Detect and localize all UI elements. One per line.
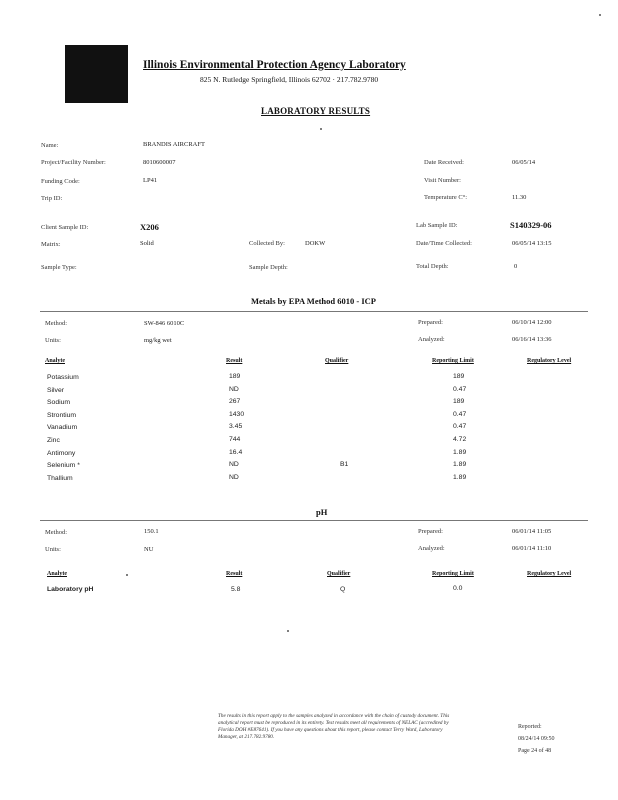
- analyte-name: Potassium: [47, 374, 79, 381]
- project-value: 8010600007: [143, 159, 176, 166]
- analyte-result: 744: [229, 436, 241, 443]
- metals-prepared-value: 06/10/14 12:00: [512, 319, 552, 326]
- analyte-name: Laboratory pH: [47, 586, 94, 593]
- metals-method-label: Method:: [45, 320, 68, 327]
- date-received-value: 06/05/14: [512, 159, 536, 166]
- analyte-limit: 189: [453, 373, 465, 380]
- page-number: Page 24 of 48: [518, 748, 552, 754]
- analyte-limit: 4.72: [453, 436, 467, 443]
- metals-col-result: Result: [226, 358, 243, 364]
- ph-col-result: Result: [226, 571, 243, 577]
- ph-col-regulatory-level: Regulatory Level: [527, 571, 572, 577]
- ph-title: pH: [316, 507, 328, 517]
- metals-col-reporting-limit: Reporting Limit: [432, 358, 474, 364]
- analyte-name: Vanadium: [47, 424, 78, 431]
- analyte-qualifier: B1: [340, 461, 349, 468]
- analyte-result: ND: [229, 474, 239, 481]
- lab-sample-value: S140329-06: [510, 220, 552, 230]
- sample-depth-label: Sample Depth:: [249, 264, 288, 271]
- metals-units-value: mg/kg wet: [144, 337, 172, 344]
- matrix-value: Solid: [140, 240, 154, 247]
- agency-logo: [65, 45, 128, 103]
- analyte-limit: 1.89: [453, 461, 467, 468]
- metals-prepared-label: Prepared:: [418, 319, 443, 326]
- organization-name: Illinois Environmental Protection Agency Laboratory: [143, 59, 406, 71]
- analyte-result: 5.8: [231, 586, 241, 593]
- ph-prepared-label: Prepared:: [418, 528, 443, 535]
- analyte-qualifier: Q: [340, 586, 346, 593]
- analyte-limit: 0.47: [453, 411, 467, 418]
- metals-col-regulatory-level: Regulatory Level: [527, 358, 572, 364]
- client-sample-label: Client Sample ID:: [41, 224, 89, 231]
- document-title: LABORATORY RESULTS: [261, 106, 371, 116]
- ph-method-value: 150.1: [144, 528, 159, 535]
- analyte-name: Sodium: [47, 399, 71, 406]
- collected-by-label: Collected By:: [249, 240, 285, 247]
- analyte-name: Zinc: [47, 437, 60, 444]
- analyte-name: Antimony: [47, 450, 76, 457]
- reported-label: Reported:: [518, 724, 542, 730]
- trip-id-label: Trip ID:: [41, 195, 63, 202]
- ph-analyzed-label: Analyzed:: [418, 545, 445, 552]
- analyte-name: Thallium: [47, 475, 73, 482]
- metals-divider: [40, 311, 588, 312]
- ph-col-reporting-limit: Reporting Limit: [432, 571, 474, 577]
- sample-type-label: Sample Type:: [41, 264, 77, 271]
- collected-date-label: Date/Time Collected:: [416, 240, 472, 247]
- analyte-limit: 0.47: [453, 386, 467, 393]
- scan-speck: [599, 14, 601, 16]
- analyte-limit: 1.89: [453, 449, 467, 456]
- analyte-name: Silver: [47, 387, 64, 394]
- name-value: BRANDIS AIRCRAFT: [143, 141, 205, 148]
- ph-method-label: Method:: [45, 529, 68, 536]
- ph-analyzed-value: 06/01/14 11:10: [512, 545, 552, 552]
- analyte-result: 16.4: [229, 449, 243, 456]
- lab-sample-label: Lab Sample ID:: [416, 222, 458, 229]
- analyte-limit: 0.0: [453, 585, 463, 592]
- ph-col-analyte: Analyte: [47, 571, 67, 577]
- ph-units-value: NU: [144, 546, 154, 553]
- reported-date: 08/24/14 09:50: [518, 736, 555, 742]
- project-label: Project/Facility Number:: [41, 159, 106, 166]
- analyte-name: Strontium: [47, 412, 77, 419]
- ph-prepared-value: 06/01/14 11:05: [512, 528, 552, 535]
- funding-label: Funding Code:: [41, 178, 80, 185]
- analyte-result: ND: [229, 461, 239, 468]
- collected-by-value: DOKW: [305, 240, 326, 247]
- analyte-result: ND: [229, 386, 239, 393]
- metals-units-label: Units:: [45, 337, 61, 344]
- analyte-limit: 189: [453, 398, 465, 405]
- analyte-limit: 1.89: [453, 474, 467, 481]
- analyte-result: 267: [229, 398, 241, 405]
- name-label: Name:: [41, 142, 59, 149]
- total-depth-value: 0: [514, 263, 518, 270]
- analyte-name: Selenium *: [47, 462, 80, 469]
- total-depth-label: Total Depth:: [416, 263, 449, 270]
- temperature-label: Temperature C°:: [424, 194, 468, 201]
- metals-col-analyte: Analyte: [45, 358, 65, 364]
- analyte-result: 3.45: [229, 423, 243, 430]
- analyte-result: 1430: [229, 411, 245, 418]
- date-received-label: Date Received:: [424, 159, 464, 166]
- funding-value: LP41: [143, 177, 158, 184]
- metals-title: Metals by EPA Method 6010 - ICP: [251, 296, 376, 306]
- client-sample-value: X206: [140, 222, 159, 232]
- metals-col-qualifier: Qualifier: [325, 358, 349, 364]
- metals-analyzed-label: Analyzed:: [418, 336, 445, 343]
- ph-divider: [40, 520, 588, 521]
- collected-date-value: 06/05/14 13:15: [512, 240, 552, 247]
- visit-label: Visit Number:: [424, 177, 461, 184]
- scan-speck: [126, 574, 128, 576]
- temperature-value: 11.30: [512, 194, 527, 201]
- organization-address: 825 N. Rutledge Springfield, Illinois 62702 · 217.782.9780: [200, 75, 379, 84]
- analyte-result: 189: [229, 373, 241, 380]
- scan-speck: [320, 128, 322, 130]
- matrix-label: Matrix:: [41, 241, 61, 248]
- metals-method-value: SW-846 6010C: [144, 320, 185, 327]
- metals-analyzed-value: 06/16/14 13:36: [512, 336, 552, 343]
- scan-speck: [287, 630, 289, 632]
- ph-col-qualifier: Qualifier: [327, 571, 351, 577]
- analyte-limit: 0.47: [453, 423, 467, 430]
- ph-units-label: Units:: [45, 546, 61, 553]
- footer-disclaimer: The results in this report apply to the samples analyzed in accordance with the chain of custody document. This analytical report must be reproduced in its entirety. Test results meet all requirements of NELAC (accredited by Florida DOH #E87641). If you have any questions about this report, please contact Terry Ward, Laboratory Manager, at 217.782.9780.: [218, 713, 450, 740]
